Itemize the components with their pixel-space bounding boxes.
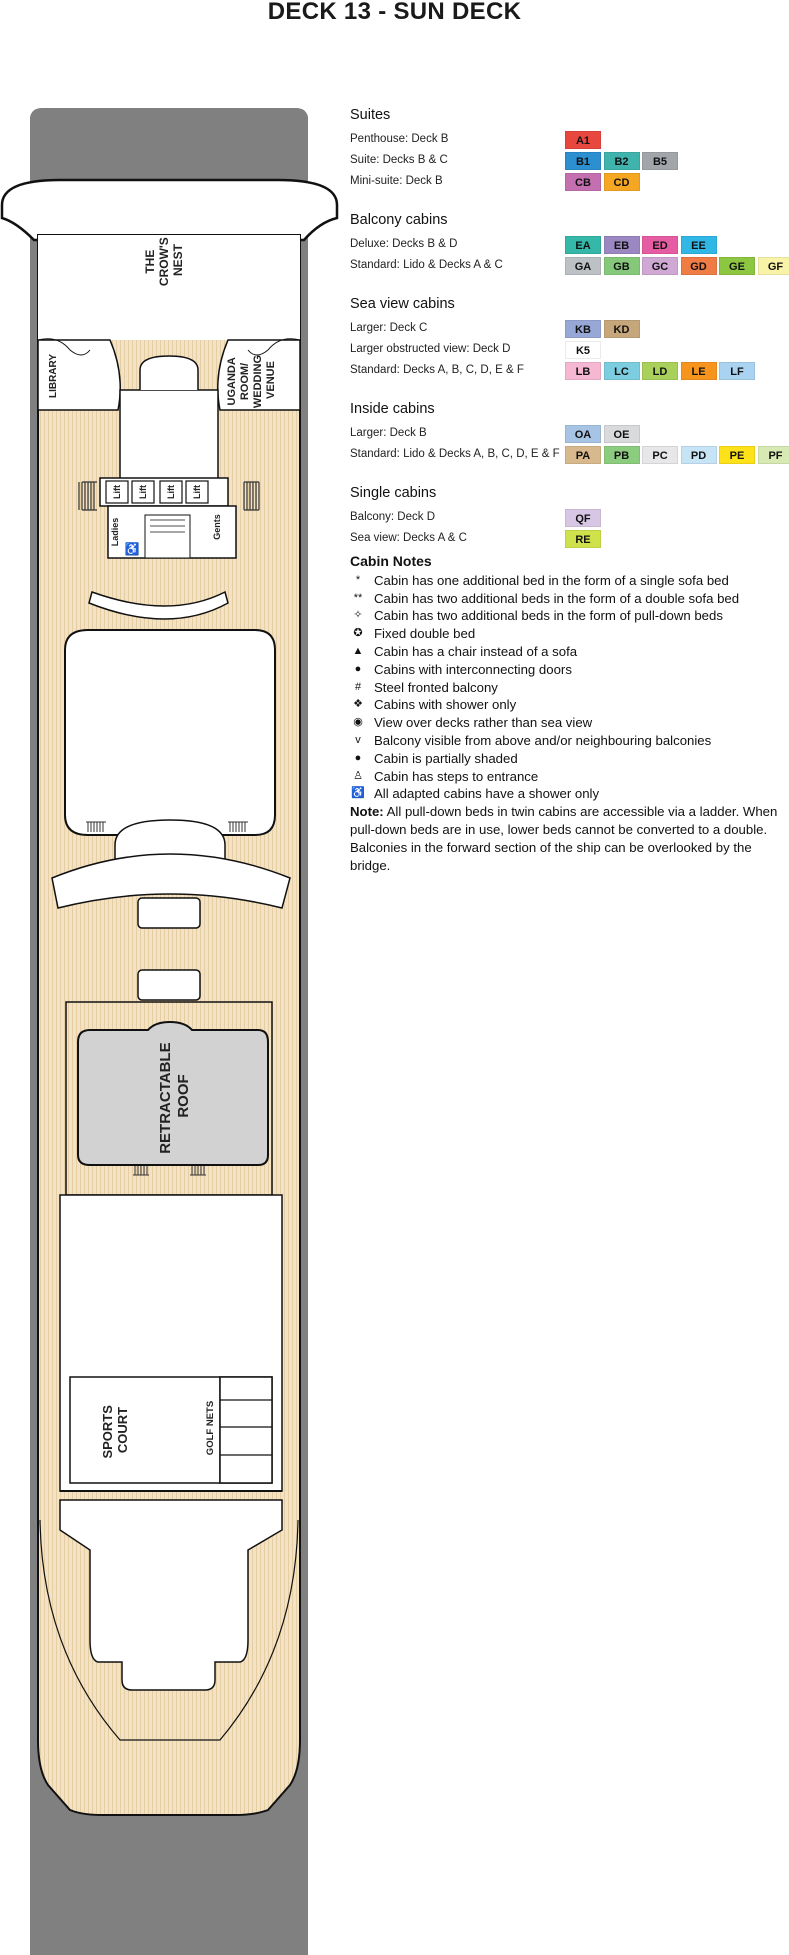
label-lift: Lift	[166, 485, 176, 499]
cabin-grade-ed: ED	[642, 236, 678, 254]
cabin-grade-pb: PB	[604, 446, 640, 464]
cabin-grade-le: LE	[681, 362, 717, 380]
four-point-star-icon: ✧	[353, 609, 363, 622]
cabin-grade-ga: GA	[565, 257, 601, 275]
cabin-grade-kd: KD	[604, 320, 640, 338]
cabin-grade-ld: LD	[642, 362, 678, 380]
label-retractable-roof: RETRACTABLE ROOF	[157, 1042, 192, 1154]
cabin-grade-gb: GB	[604, 257, 640, 275]
legend-row-label: Sea view: Decks A & C	[350, 532, 467, 544]
cabin-grade-pc: PC	[642, 446, 678, 464]
legend-row-label: Standard: Decks A, B, C, D, E & F	[350, 364, 524, 376]
label-gents: Gents	[212, 514, 222, 540]
note-item	[350, 750, 789, 768]
note-text: Cabins with interconnecting doors	[374, 661, 572, 677]
cabin-grade-gd: GD	[681, 257, 717, 275]
label-lift: Lift	[192, 485, 202, 499]
cabin-grade-pd: PD	[681, 446, 717, 464]
triangle-icon: ▲	[352, 644, 364, 657]
cabin-grade-b5: B5	[642, 152, 678, 170]
note-text: All adapted cabins have a shower only	[374, 786, 600, 802]
pool-deck	[65, 630, 275, 835]
wheelchair-icon: ♿	[351, 787, 365, 800]
cabin-grade-gc: GC	[642, 257, 678, 275]
cabin-grade-lb: LB	[565, 362, 601, 380]
cabin-grade-ea: EA	[565, 236, 601, 254]
cabin-grade-pe: PE	[719, 446, 755, 464]
note-text: Cabin has one additional bed in the form of a single sofa bed	[374, 572, 729, 588]
cabin-grade-eb: EB	[604, 236, 640, 254]
legend-row-label: Standard: Lido & Decks A & C	[350, 259, 503, 271]
double-asterisk-icon: **	[353, 591, 363, 604]
eye-icon: ◉	[353, 716, 363, 729]
steps-icon: ♙	[353, 769, 363, 782]
asterisk-icon: *	[355, 573, 361, 586]
cabin-grade-ee: EE	[681, 236, 717, 254]
legend-section-title: Balcony cabins	[350, 212, 448, 228]
note-text: Cabin has two additional beds in the form of pull-down beds	[374, 608, 723, 624]
label-sports-court: SPORTS COURT	[100, 1405, 130, 1459]
note-text: Cabin has two additional beds in the form of a double sofa bed	[374, 590, 740, 606]
cabin-grade-pa: PA	[565, 446, 601, 464]
label-golf-nets: GOLF NETS	[205, 1400, 216, 1456]
circled-star-icon: ✪	[353, 627, 363, 640]
label-crows-nest: THE CROW'S NEST	[143, 237, 185, 287]
cabin-grade-qf: QF	[565, 509, 601, 527]
notes-paragraph	[350, 803, 788, 874]
cabin-grade-kb: KB	[565, 320, 601, 338]
legend-row-label: Balcony: Deck D	[350, 511, 436, 523]
hash-icon: #	[354, 680, 362, 693]
label-lift: Lift	[112, 485, 122, 499]
note-item	[350, 768, 789, 786]
cabin-grade-gf: GF	[758, 257, 789, 275]
cabin-grade-cb: CB	[565, 173, 601, 191]
bridge-wing	[2, 180, 337, 240]
cabin-grade-pf: PF	[758, 446, 789, 464]
note-item	[350, 679, 789, 697]
note-text: All pull-down beds in twin cabins are accessible via a ladder. When pull-down beds are in use, lower beds cannot be converted to a double. Balconies in the forward section of the ship can be overlooked by the bridge.	[350, 804, 778, 873]
stair-top	[140, 356, 198, 390]
legend-row-label: Deluxe: Decks B & D	[350, 238, 458, 250]
legend-row-label: Larger: Deck C	[350, 322, 428, 334]
cabin-grade-lf: LF	[719, 362, 755, 380]
note-item	[350, 785, 789, 803]
note-text: Cabin has steps to entrance	[374, 768, 539, 784]
notes-list	[350, 572, 789, 803]
note-item	[350, 625, 789, 643]
mid-stair	[138, 898, 200, 928]
cabin-grade-cd: CD	[604, 173, 640, 191]
note-item	[350, 590, 789, 608]
accessible-toilet-icon: ♿	[124, 542, 140, 556]
cabin-grade-b1: B1	[565, 152, 601, 170]
aft-stair	[138, 970, 200, 1000]
cabin-grade-oe: OE	[604, 425, 640, 443]
note-text: Cabin has a chair instead of a sofa	[374, 643, 578, 659]
note-text: Fixed double bed	[374, 626, 476, 642]
note-item	[350, 607, 789, 625]
cabin-grade-ge: GE	[719, 257, 755, 275]
cabin-grade-lc: LC	[604, 362, 640, 380]
note-text: Cabin is partially shaded	[374, 750, 518, 766]
diamond-cluster-icon: ❖	[353, 698, 363, 711]
note-item	[350, 643, 789, 661]
dot-icon: ●	[354, 662, 362, 675]
legend-row-label: Suite: Decks B & C	[350, 154, 448, 166]
label-uganda-room: UGANDA ROOM/ WEDDING VENUE	[226, 354, 277, 409]
cabin-grade-b2: B2	[604, 152, 640, 170]
note-item	[350, 714, 789, 732]
legend-row-label: Mini-suite: Deck B	[350, 175, 443, 187]
page-title: DECK 13 - SUN DECK	[267, 0, 522, 25]
golf-nets	[220, 1377, 272, 1483]
note-text: Balcony visible from above and/or neighbouring balconies	[374, 732, 712, 748]
cabin-grade-a1: A1	[565, 131, 601, 149]
legend-row-label: Standard: Lido & Decks A, B, C, D, E & F	[350, 448, 560, 460]
note-item	[350, 661, 789, 679]
v-icon: v	[355, 733, 361, 746]
legend-row-label: Larger: Deck B	[350, 427, 427, 439]
label-lift: Lift	[138, 485, 148, 499]
drop-icon: ●	[354, 751, 362, 764]
note-label: Note:	[350, 804, 384, 820]
cabin-grade-oa: OA	[565, 425, 601, 443]
notes-title: Cabin Notes	[350, 553, 432, 569]
legend-section-title: Single cabins	[350, 485, 437, 501]
cabin-notes	[350, 553, 789, 874]
note-text: View over decks rather than sea view	[374, 715, 593, 731]
note-item	[350, 732, 789, 750]
note-text: Cabins with shower only	[374, 697, 517, 713]
cabin-grade-k5: K5	[565, 341, 601, 359]
legend-row-label: Penthouse: Deck B	[350, 133, 449, 145]
legend-section-title: Sea view cabins	[350, 296, 455, 312]
note-text: Steel fronted balcony	[374, 679, 498, 695]
legend-section-title: Inside cabins	[350, 401, 435, 417]
label-ladies: Ladies	[110, 517, 120, 547]
cabin-grade-re: RE	[565, 530, 601, 548]
legend-row-label: Larger obstructed view: Deck D	[350, 343, 511, 355]
note-item	[350, 572, 789, 590]
legend-section-title: Suites	[350, 107, 391, 123]
note-item	[350, 696, 789, 714]
label-library: LIBRARY	[48, 353, 59, 399]
core-block	[120, 390, 218, 482]
